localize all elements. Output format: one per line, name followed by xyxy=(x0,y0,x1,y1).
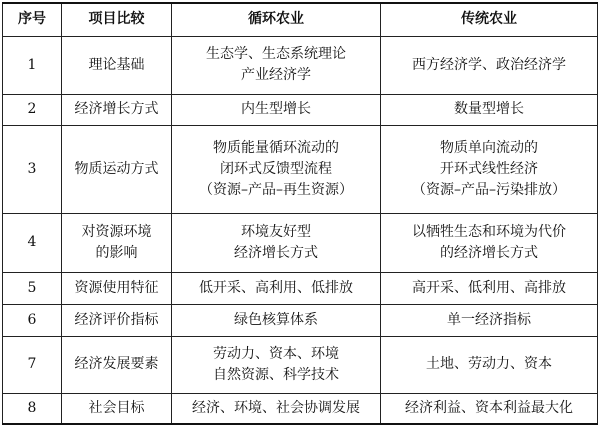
traditional-cell xyxy=(381,125,598,213)
row-number: 4 xyxy=(3,213,62,272)
header-row xyxy=(3,3,598,36)
circular-cell xyxy=(172,94,381,125)
circular-text: 劳动力、资本、环境 xyxy=(213,345,339,362)
traditional-cell xyxy=(381,36,598,94)
circular-cell xyxy=(172,336,381,393)
circular-text: 经济、环境、社会协调发展 xyxy=(192,399,360,416)
comparison-table xyxy=(2,2,598,425)
circular-text: 生态学、生态系统理论 xyxy=(206,46,346,62)
item-cell xyxy=(62,336,172,393)
row-number: 1 xyxy=(3,36,62,94)
item-text: 社会目标 xyxy=(88,399,145,416)
traditional-cell xyxy=(381,272,598,304)
table-row xyxy=(3,213,598,272)
item-text: 经济评价指标 xyxy=(74,311,159,328)
circular-cell xyxy=(172,304,381,336)
item-text: 理论基础 xyxy=(88,56,145,73)
item-cell xyxy=(62,272,172,304)
table-row xyxy=(3,94,598,125)
table-row xyxy=(3,125,598,213)
traditional-text: 的经济增长方式 xyxy=(440,244,538,261)
row-number: 7 xyxy=(3,336,62,393)
traditional-text: 经济利益、资本利益最大化 xyxy=(405,399,573,416)
traditional-cell xyxy=(381,336,598,393)
header-no: 序号 xyxy=(3,3,62,36)
item-text: 资源使用特征 xyxy=(74,279,159,296)
circular-text: 产业经济学 xyxy=(241,67,311,83)
traditional-text: （资源–产品–污染排放） xyxy=(412,181,566,198)
traditional-cell xyxy=(381,213,598,272)
traditional-text: 开环式线性经济 xyxy=(440,160,538,177)
circular-text: 环境友好型 xyxy=(241,223,311,240)
item-text: 对资源环境 xyxy=(81,223,152,240)
row-number: 6 xyxy=(3,304,62,336)
item-text: 物质运动方式 xyxy=(74,160,159,177)
circular-text: 内生型增长 xyxy=(241,101,311,117)
circular-cell xyxy=(172,213,381,272)
table-row xyxy=(3,393,598,424)
item-text: 经济增长方式 xyxy=(74,101,159,117)
item-text: 经济发展要素 xyxy=(74,356,159,372)
traditional-text: 数量型增长 xyxy=(454,101,524,117)
header-traditional: 传统农业 xyxy=(381,3,598,36)
circular-cell xyxy=(172,393,381,424)
header-item: 项目比较 xyxy=(62,3,172,36)
circular-cell xyxy=(172,272,381,304)
traditional-text: 高开采、低利用、高排放 xyxy=(412,279,566,296)
circular-text: 低开采、高利用、低排放 xyxy=(199,279,353,296)
circular-text: 物质能量循环流动的 xyxy=(213,139,339,156)
traditional-text: 土地、劳动力、资本 xyxy=(426,356,552,372)
item-cell xyxy=(62,213,172,272)
traditional-text: 单一经济指标 xyxy=(447,311,531,328)
item-cell xyxy=(62,94,172,125)
table-row xyxy=(3,304,598,336)
traditional-text: 西方经济学、政治经济学 xyxy=(412,56,566,73)
table-row xyxy=(3,272,598,304)
circular-text: （资源–产品–再生资源） xyxy=(199,181,353,198)
header-circular: 循环农业 xyxy=(172,3,381,36)
traditional-cell xyxy=(381,94,598,125)
row-number: 3 xyxy=(3,125,62,213)
traditional-cell xyxy=(381,393,598,424)
traditional-text: 物质单向流动的 xyxy=(440,139,538,156)
circular-text: 自然资源、科学技术 xyxy=(213,366,339,383)
item-cell xyxy=(62,36,172,94)
circular-text: 闭环式反馈型流程 xyxy=(220,160,332,177)
item-cell xyxy=(62,393,172,424)
circular-cell xyxy=(172,125,381,213)
item-cell xyxy=(62,125,172,213)
item-cell xyxy=(62,304,172,336)
circular-cell xyxy=(172,36,381,94)
item-text: 的影响 xyxy=(95,244,138,261)
row-number: 8 xyxy=(3,393,62,424)
traditional-cell xyxy=(381,304,598,336)
circular-text: 经济增长方式 xyxy=(234,244,318,261)
circular-text: 绿色核算体系 xyxy=(234,311,318,328)
row-number: 2 xyxy=(3,94,62,125)
table-row xyxy=(3,336,598,393)
table-row xyxy=(3,36,598,94)
row-number: 5 xyxy=(3,272,62,304)
traditional-text: 以牺牲生态和环境为代价 xyxy=(412,223,566,240)
